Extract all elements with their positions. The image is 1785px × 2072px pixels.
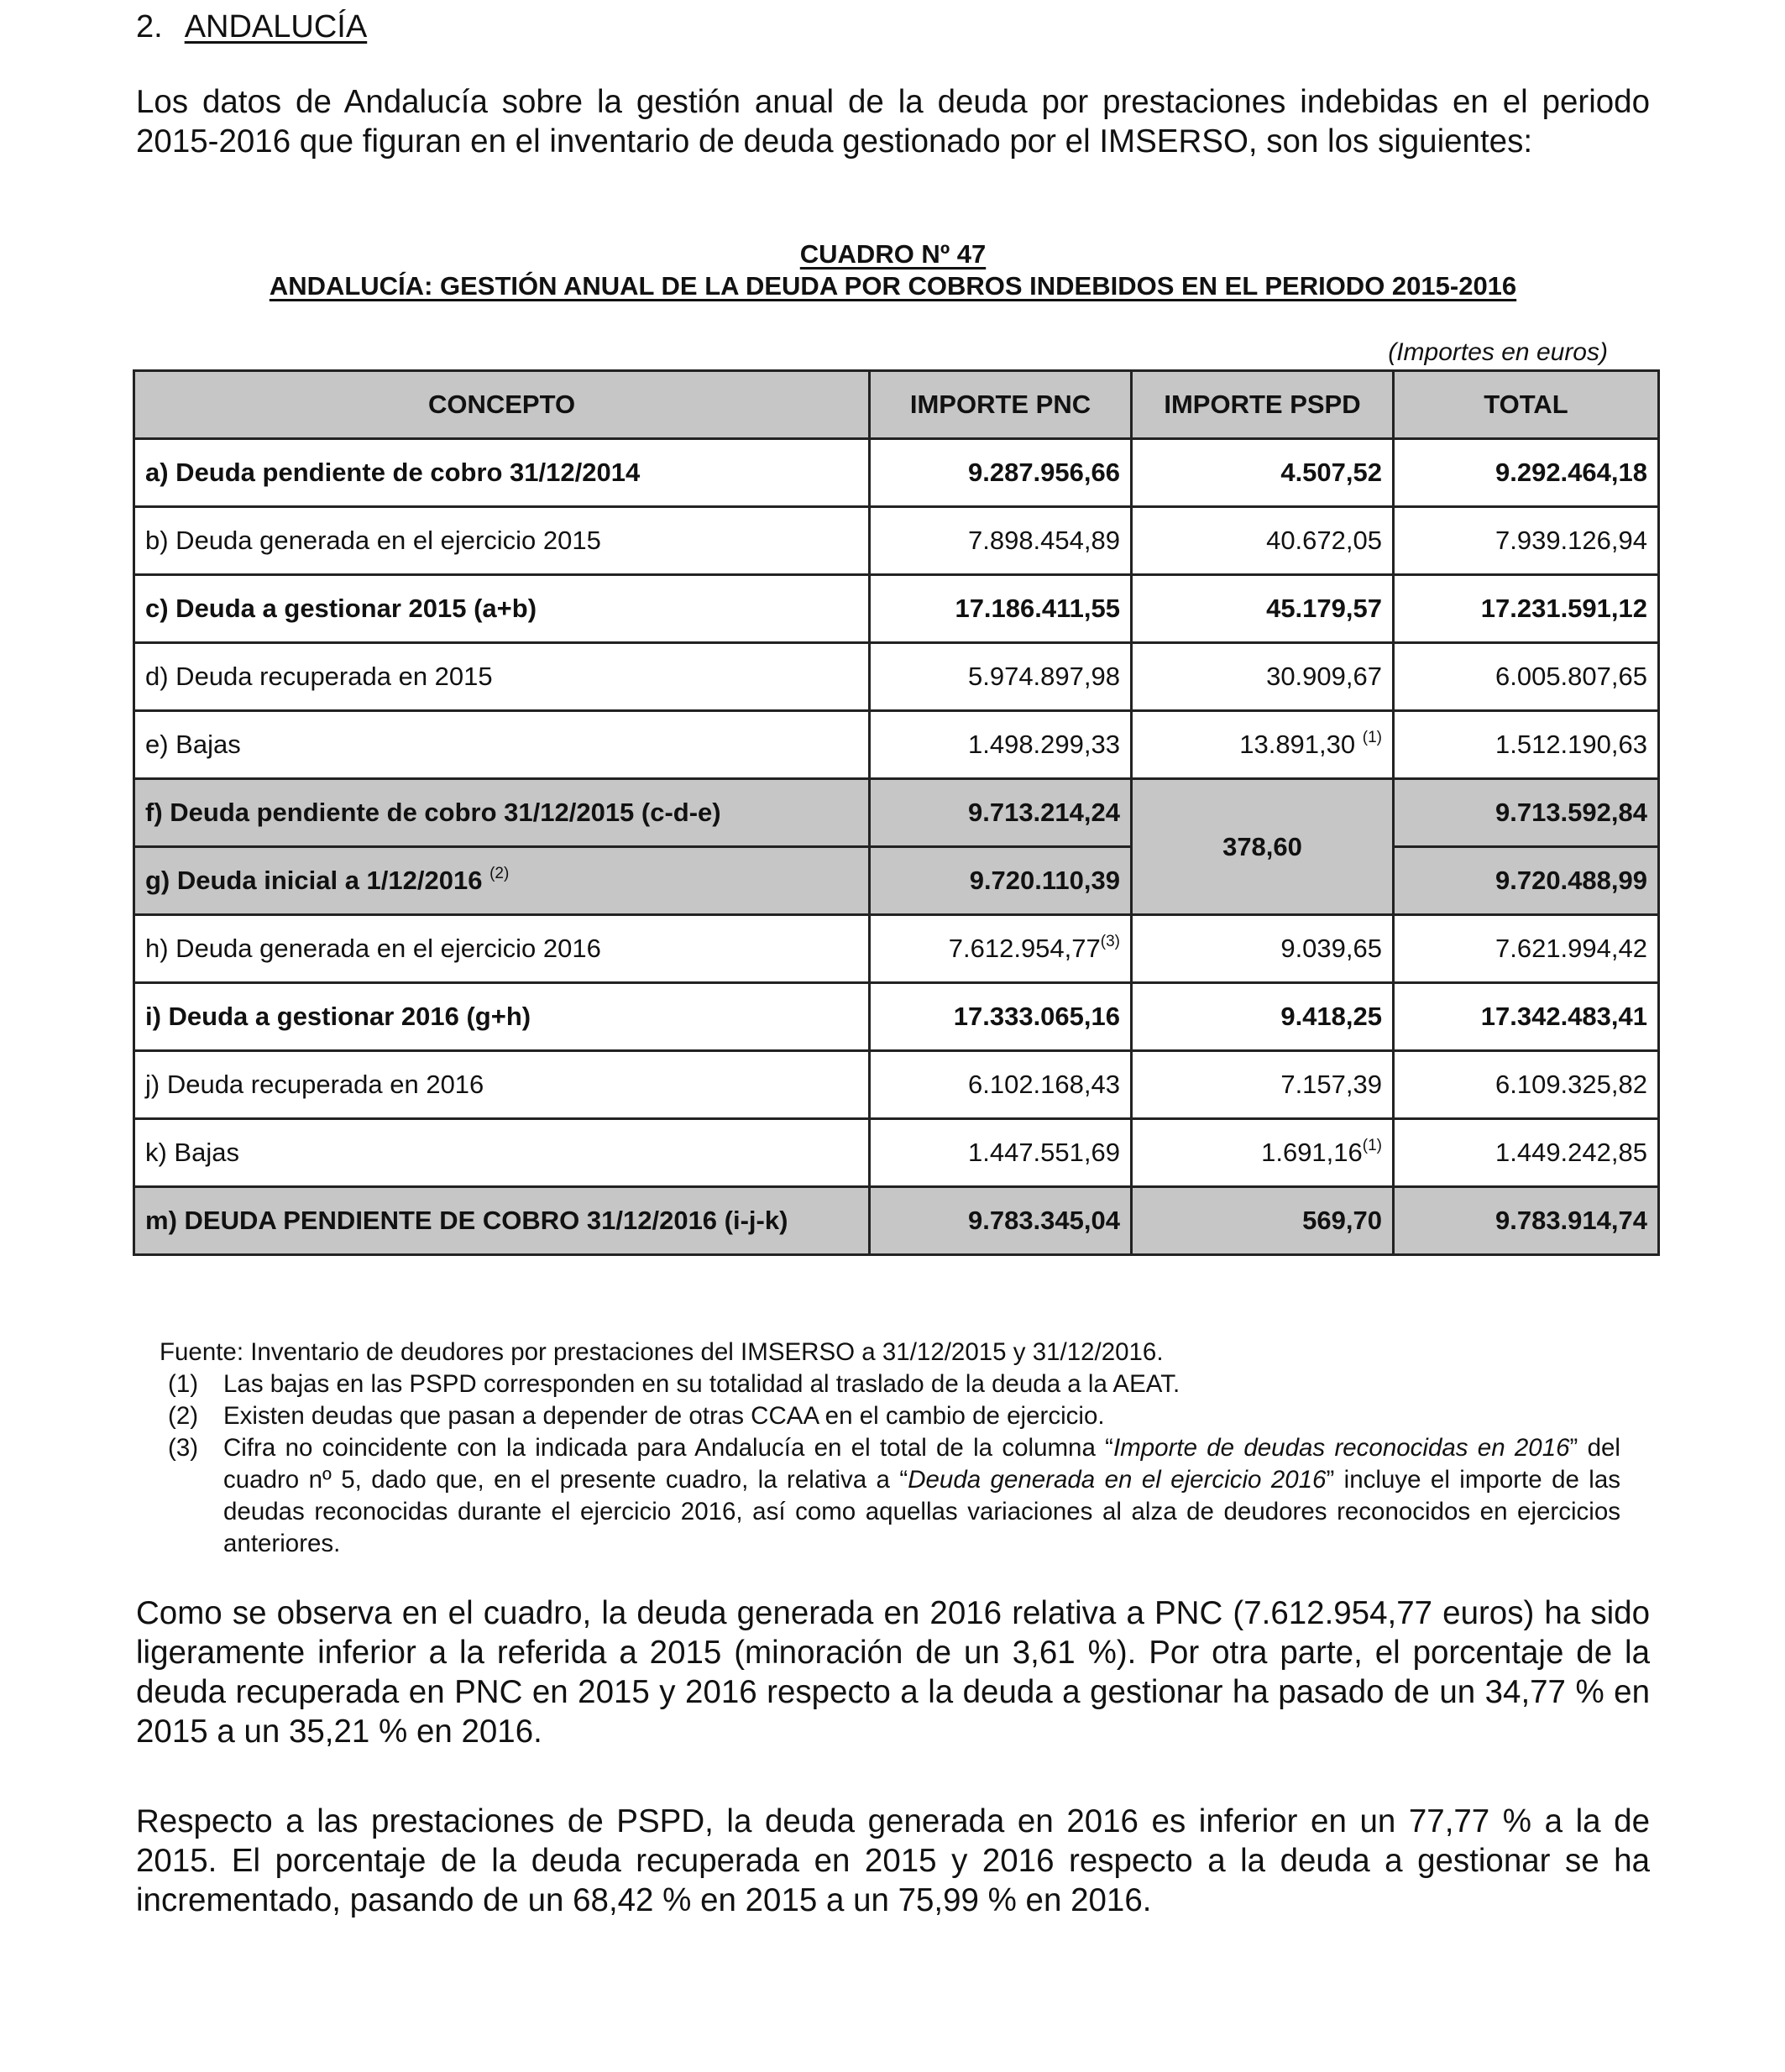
row-pspd: 9.039,65 bbox=[1132, 915, 1394, 983]
table-row bbox=[134, 779, 1659, 847]
row-pnc: 6.102.168,43 bbox=[870, 1051, 1132, 1119]
row-pspd: 7.157,39 bbox=[1132, 1051, 1394, 1119]
row-pspd: 45.179,57 bbox=[1132, 575, 1394, 643]
row-pnc: 7.898.454,89 bbox=[870, 507, 1132, 575]
table-header-row bbox=[134, 371, 1659, 439]
row-pnc: 1.447.551,69 bbox=[870, 1119, 1132, 1187]
analysis-paragraph-pnc: Como se observa en el cuadro, la deuda generada en 2016 relativa a PNC (7.612.954,77 euros) ha sido ligeramente inferior a la referida a 2015 (minoración de un 3,61 %). Por otra parte, el porcentaje de la deuda recuperada en PNC en 2015 y 2016 respecto a la deuda a gestionar ha pasado de un 34,77 % en 2015 a un 35,21 % en 2016. bbox=[136, 1595, 1650, 1750]
row-concept: i) Deuda a gestionar 2016 (g+h) bbox=[134, 983, 870, 1051]
row-pspd: 30.909,67 bbox=[1132, 643, 1394, 711]
row-concept: k) Bajas bbox=[134, 1119, 870, 1187]
analysis-paragraph-pspd: Respecto a las prestaciones de PSPD, la deuda generada en 2016 es inferior en un 77,77 % a la de 2015. El porcentaje de la deuda recuperada en 2015 y 2016 respecto a la deuda a gestionar se ha incrementado, pasando de un 68,42 % en 2015 a un 75,99 % en 2016. bbox=[136, 1803, 1650, 1918]
row-concept: c) Deuda a gestionar 2015 (a+b) bbox=[134, 575, 870, 643]
debt-table bbox=[133, 369, 1660, 1256]
row-total: 1.449.242,85 bbox=[1394, 1119, 1659, 1187]
section-title: ANDALUCÍA bbox=[184, 9, 368, 44]
row-pnc: 1.498.299,33 bbox=[870, 711, 1132, 779]
row-total: 7.939.126,94 bbox=[1394, 507, 1659, 575]
intro-paragraph: Los datos de Andalucía sobre la gestión anual de la deuda por prestaciones indebidas en el periodo 2015-2016 que figuran en el inventario de deuda gestionado por el IMSERSO, son los siguientes: bbox=[136, 84, 1650, 160]
header-total: TOTAL bbox=[1394, 371, 1659, 439]
row-concept: b) Deuda generada en el ejercicio 2015 bbox=[134, 507, 870, 575]
table-row bbox=[134, 1187, 1659, 1255]
footnote-index: (2) bbox=[168, 1402, 199, 1430]
header-concepto: CONCEPTO bbox=[134, 371, 870, 439]
footnotes bbox=[168, 1368, 1620, 1560]
header-importe-pnc: IMPORTE PNC bbox=[870, 371, 1132, 439]
row-concept: a) Deuda pendiente de cobro 31/12/2014 bbox=[134, 439, 870, 507]
row-pnc: 5.974.897,98 bbox=[870, 643, 1132, 711]
header-importe-pspd: IMPORTE PSPD bbox=[1132, 371, 1394, 439]
row-total: 9.720.488,99 bbox=[1394, 847, 1659, 915]
footnote bbox=[168, 1368, 1620, 1400]
row-total: 1.512.190,63 bbox=[1394, 711, 1659, 779]
row-concept: h) Deuda generada en el ejercicio 2016 bbox=[134, 915, 870, 983]
section-number: 2. bbox=[136, 9, 163, 44]
footnote-text: Existen deudas que pasan a depender de otras CCAA en el cambio de ejercicio. bbox=[223, 1402, 1105, 1430]
row-pnc: 17.186.411,55 bbox=[870, 575, 1132, 643]
footnote-ref: (1) bbox=[1362, 729, 1382, 746]
section-heading bbox=[136, 7, 367, 47]
row-total: 7.621.994,42 bbox=[1394, 915, 1659, 983]
row-pspd: 13.891,30 $^{(1)}$ bbox=[1132, 711, 1394, 779]
units-note: (Importes en euros) bbox=[1388, 338, 1608, 366]
table-row bbox=[134, 1051, 1659, 1119]
row-concept: g) Deuda inicial a 1/12/2016 $^{(2)}$ bbox=[134, 847, 870, 915]
row-total: 6.109.325,82 bbox=[1394, 1051, 1659, 1119]
row-concept: e) Bajas bbox=[134, 711, 870, 779]
table-row bbox=[134, 439, 1659, 507]
row-pspd-merged: 378,60 bbox=[1132, 779, 1394, 915]
footnote-ref: (2) bbox=[489, 865, 510, 882]
row-pnc: 17.333.065,16 bbox=[870, 983, 1132, 1051]
row-total: 17.231.591,12 bbox=[1394, 575, 1659, 643]
row-concept: d) Deuda recuperada en 2015 bbox=[134, 643, 870, 711]
row-pspd: 1.691,16$^{(1)}$ bbox=[1132, 1119, 1394, 1187]
row-concept: f) Deuda pendiente de cobro 31/12/2015 (c-d-e) bbox=[134, 779, 870, 847]
footnote bbox=[168, 1432, 1620, 1560]
row-total: 9.783.914,74 bbox=[1394, 1187, 1659, 1255]
table-row bbox=[134, 1119, 1659, 1187]
row-pnc: 7.612.954,77$^{(3)}$ bbox=[870, 915, 1132, 983]
table-row bbox=[134, 915, 1659, 983]
row-pspd: 9.418,25 bbox=[1132, 983, 1394, 1051]
table-source: Fuente: Inventario de deudores por prestaciones del IMSERSO a 31/12/2015 y 31/12/2016. bbox=[160, 1338, 1164, 1366]
row-concept: m) DEUDA PENDIENTE DE COBRO 31/12/2016 (i-j-k) bbox=[134, 1187, 870, 1255]
row-pspd: 569,70 bbox=[1132, 1187, 1394, 1255]
row-pspd: 40.672,05 bbox=[1132, 507, 1394, 575]
table-row bbox=[134, 575, 1659, 643]
row-pnc: 9.287.956,66 bbox=[870, 439, 1132, 507]
table-row bbox=[134, 711, 1659, 779]
footnote-text: Cifra no coincidente con la indicada para Andalucía en el total de la columna “Importe de deudas reconocidas en 2016” del cuadro nº 5, dado que, en el presente cuadro, la relativa a “Deuda generada en el ejercicio 2016” incluye el importe de las deudas reconocidas durante el ejercicio 2016, así como aquellas variaciones al alza de deudores reconocidos en ejercicios anteriores. bbox=[223, 1434, 1621, 1557]
footnote bbox=[168, 1400, 1620, 1432]
table-row bbox=[134, 643, 1659, 711]
row-total: 6.005.807,65 bbox=[1394, 643, 1659, 711]
row-pnc: 9.783.345,04 bbox=[870, 1187, 1132, 1255]
footnote-index: (1) bbox=[168, 1370, 199, 1398]
table-row bbox=[134, 983, 1659, 1051]
row-pspd: 4.507,52 bbox=[1132, 439, 1394, 507]
row-total: 9.713.592,84 bbox=[1394, 779, 1659, 847]
table-row bbox=[134, 507, 1659, 575]
footnote-index: (3) bbox=[168, 1434, 199, 1462]
row-total: 9.292.464,18 bbox=[1394, 439, 1659, 507]
row-pnc: 9.720.110,39 bbox=[870, 847, 1132, 915]
footnote-text: Las bajas en las PSPD corresponden en su totalidad al traslado de la deuda a la AEAT. bbox=[223, 1370, 1180, 1398]
table-title: ANDALUCÍA: GESTIÓN ANUAL DE LA DEUDA POR COBROS INDEBIDOS EN EL PERIODO 2015-2016 bbox=[269, 271, 1517, 301]
footnote-ref: (3) bbox=[1100, 933, 1120, 950]
table-number: CUADRO Nº 47 bbox=[799, 239, 987, 269]
row-pnc: 9.713.214,24 bbox=[870, 779, 1132, 847]
row-total: 17.342.483,41 bbox=[1394, 983, 1659, 1051]
footnote-ref: (1) bbox=[1362, 1137, 1382, 1154]
row-concept: j) Deuda recuperada en 2016 bbox=[134, 1051, 870, 1119]
table-row bbox=[134, 847, 1659, 915]
